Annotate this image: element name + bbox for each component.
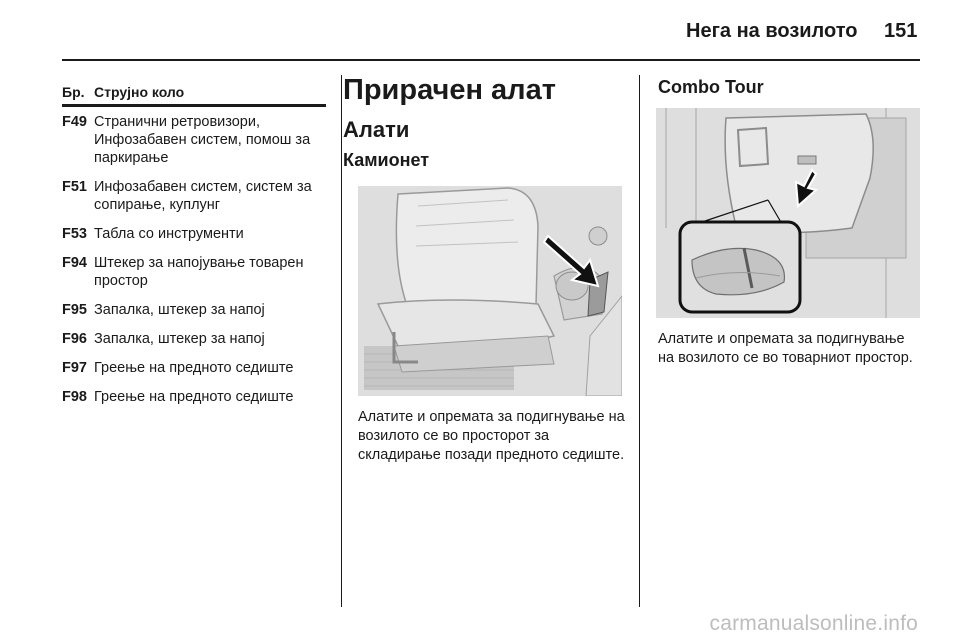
watermark: carmanualsonline.info bbox=[709, 612, 918, 635]
fuse-id: F96 bbox=[62, 331, 87, 347]
fuse-circuit: Странични ретровизори, Инфозабавен систем, помош за паркирање bbox=[94, 114, 311, 166]
fuse-id: F51 bbox=[62, 179, 87, 195]
column-divider-left bbox=[341, 75, 342, 607]
fuse-id: F97 bbox=[62, 360, 87, 376]
fuse-id: F98 bbox=[62, 389, 87, 405]
fuse-circuit: Инфозабавен систем, систем за сопирање, куплунг bbox=[94, 179, 312, 213]
combo-caption: Алатите и опремата за подигнување на возилото се во товарниот простор. bbox=[658, 331, 913, 366]
column-header-number: Бр. bbox=[62, 84, 85, 100]
running-header-title: Нега на возилото bbox=[686, 20, 858, 42]
table-row bbox=[62, 301, 326, 319]
fuse-table-header bbox=[62, 80, 326, 104]
van-seat-illustration bbox=[358, 186, 622, 396]
table-row bbox=[62, 359, 326, 377]
column-divider-right bbox=[639, 75, 640, 607]
fuse-id: F94 bbox=[62, 255, 87, 271]
table-header-rule bbox=[62, 104, 326, 107]
table-row bbox=[62, 225, 326, 243]
fuse-table bbox=[62, 80, 326, 417]
table-row bbox=[62, 254, 326, 290]
fuse-id: F49 bbox=[62, 114, 87, 130]
fuse-id: F53 bbox=[62, 226, 87, 242]
page-number: 151 bbox=[884, 20, 918, 42]
fuse-circuit: Запалка, штекер за напој bbox=[94, 331, 265, 347]
header-rule bbox=[62, 59, 920, 61]
table-row bbox=[62, 178, 326, 214]
fuse-circuit: Греење на предното седиште bbox=[94, 389, 294, 405]
van-heading: Камионет bbox=[343, 150, 430, 170]
fuse-id: F95 bbox=[62, 302, 87, 318]
section-title: Прирачен алат bbox=[343, 74, 556, 106]
combo-tour-illustration bbox=[656, 108, 920, 318]
fuse-circuit: Запалка, штекер за напој bbox=[94, 302, 265, 318]
fuse-circuit: Штекер за напојување товарен простор bbox=[94, 255, 304, 289]
fuse-circuit: Табла со инструменти bbox=[94, 226, 244, 242]
column-header-circuit: Струјно коло bbox=[94, 84, 185, 100]
section-subtitle: Алати bbox=[343, 117, 410, 142]
combo-heading: Combo Tour bbox=[658, 77, 764, 97]
table-row bbox=[62, 113, 326, 167]
table-row bbox=[62, 388, 326, 406]
van-caption: Алатите и опремата за подигнување на возилото се во просторот за складирање позади предното седиште. bbox=[358, 409, 625, 463]
table-row bbox=[62, 330, 326, 348]
fuse-circuit: Греење на предното седиште bbox=[94, 360, 294, 376]
